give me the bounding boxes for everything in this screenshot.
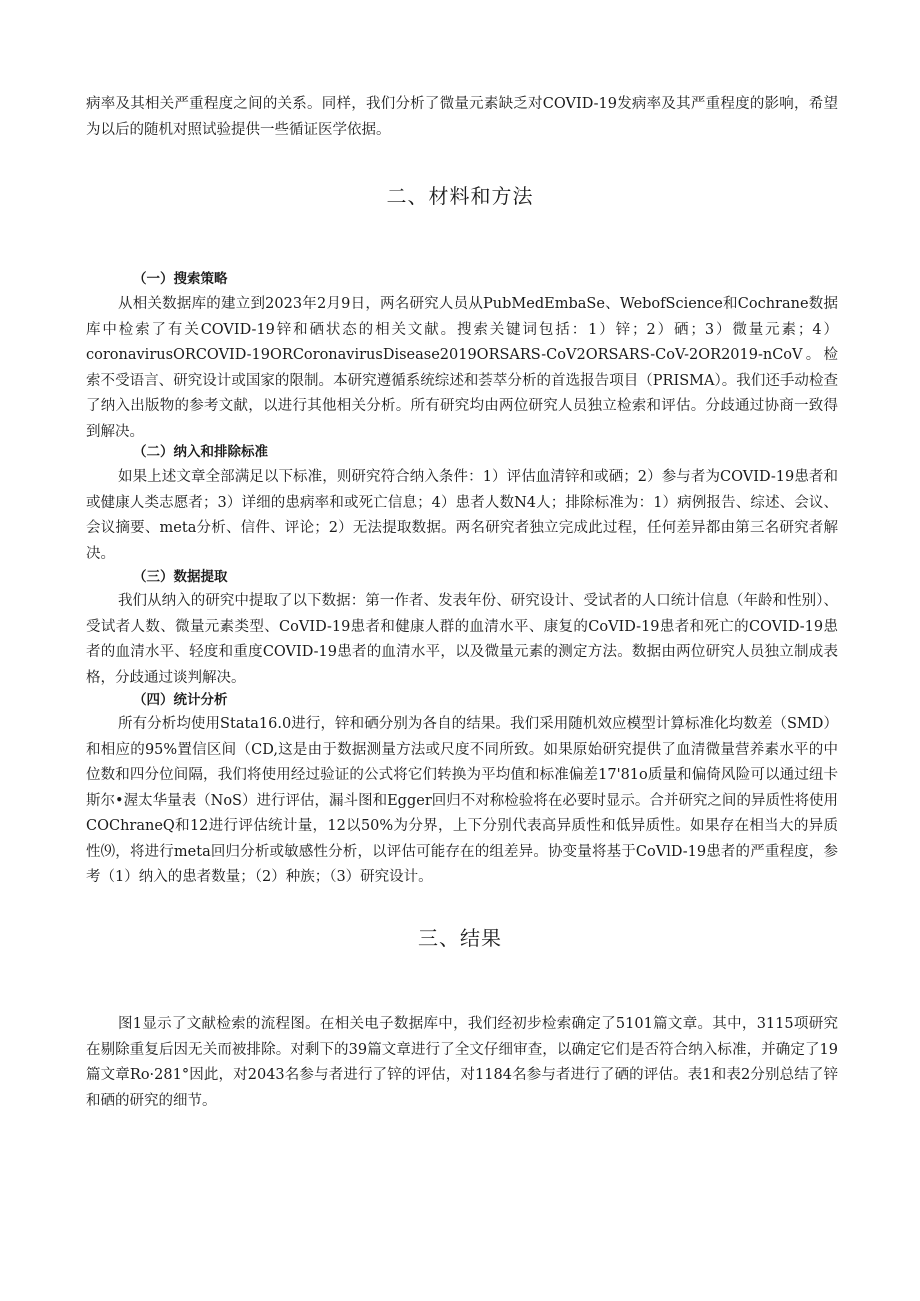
data-extraction-heading: （三）数据提取: [133, 569, 228, 585]
inclusion-criteria-paragraph: 如果上述文章全部满足以下标准，则研究符合纳入条件：1）评估血清锌和或硒；2）参与者为COVID-19患者和或健康人类志愿者；3）详细的患病率和或死亡信息；4）患者人数N4人；排除标准为：1）病例报告、综述、会议、会议摘要、meta分析、信件、评论；2）无法提取数据。两名研究者独立完成此过程，任何差异都由第三名研究者解决。: [86, 469, 838, 562]
results-paragraph: 图1显示了文献检索的流程图。在相关电子数据库中，我们经初步检索确定了5101篇文章。其中，3115项研究在剔除重复后因无关而被排除。对剩下的39篇文章进行了全文仔细审查，以确定它们是否符合纳入标准，并确定了19篇文章Ro·281°因此，对2043名参与者进行了锌的评估，对1184名参与者进行了硒的评估。表1和表2分别总结了锌和硒的研究的细节。: [86, 1016, 838, 1109]
search-strategy-paragraph: 从相关数据库的建立到2023年2月9日，两名研究人员从PubMedEmbaSe、WebofScience和Cochrane数据库中检索了有关COVID-19锌和硒状态的相关文献。搜索关键词包括：1）锌；2）硒；3）微量元素；4）coronavirusORCOVID-19ORCoronavirusDisease2019ORSARS-CoV2ORSARS-CoV-2OR2019-nCoV。检索不受语言、研究设计或国家的限制。本研究遵循系统综述和荟萃分析的首选报告项目（PRISMA）。我们还手动检查了纳入出版物的参考文献，以进行其他相关分析。所有研究均由两位研究人员独立检索和评估。分歧通过协商一致得到解决。: [86, 296, 838, 440]
data-extraction-paragraph: 我们从纳入的研究中提取了以下数据：第一作者、发表年份、研究设计、受试者的人口统计信息（年龄和性别）、受试者人数、微量元素类型、CoVID-19患者和健康人群的血清水平、康复的CoVID-19患者和死亡的COVID-19患者的血清水平、轻度和重度COVID-19患者的血清水平，以及微量元素的测定方法。数据由两位研究人员独立制成表格，分歧通过谈判解决。: [86, 593, 838, 686]
methods-heading: 二、材料和方法: [386, 184, 534, 208]
statistical-analysis-heading: （四）统计分析: [133, 692, 228, 708]
inclusion-criteria-heading: （二）纳入和排除标准: [133, 444, 268, 460]
intro-tail-paragraph: 病率及其相关严重程度之间的关系。同样，我们分析了微量元素缺乏对COVID-19发病率及其严重程度的影响，希望为以后的随机对照试验提供一些循证医学依据。: [86, 96, 838, 138]
results-heading: 三、结果: [418, 926, 502, 950]
search-strategy-heading: （一）搜索策略: [133, 271, 228, 287]
statistical-analysis-paragraph: 所有分析均使用Stata16.0进行，锌和硒分别为各自的结果。我们采用随机效应模型计算标准化均数差（SMD）和相应的95%置信区间（CD,这是由于数据测量方法或尺度不同所致。如果原始研究提供了血清微量营养素水平的中位数和四分位间隔，我们将使用经过验证的公式将它们转换为平均值和标准偏差17'81o质量和偏倚风险可以通过纽卡斯尔•渥太华量表（NoS）进行评估，漏斗图和Egger回归不对称检验将在必要时显示。合并研究之间的异质性将使用COChraneQ和12进行评估统计量，12以50%为分界，上下分别代表高异质性和低异质性。如果存在相当大的异质性⑼，将进行meta回归分析或敏感性分析，以评估可能存在的组差异。协变量将基于CoVlD-19患者的严重程度，参考（1）纳入的患者数量；（2）种族；（3）研究设计。: [86, 716, 838, 885]
